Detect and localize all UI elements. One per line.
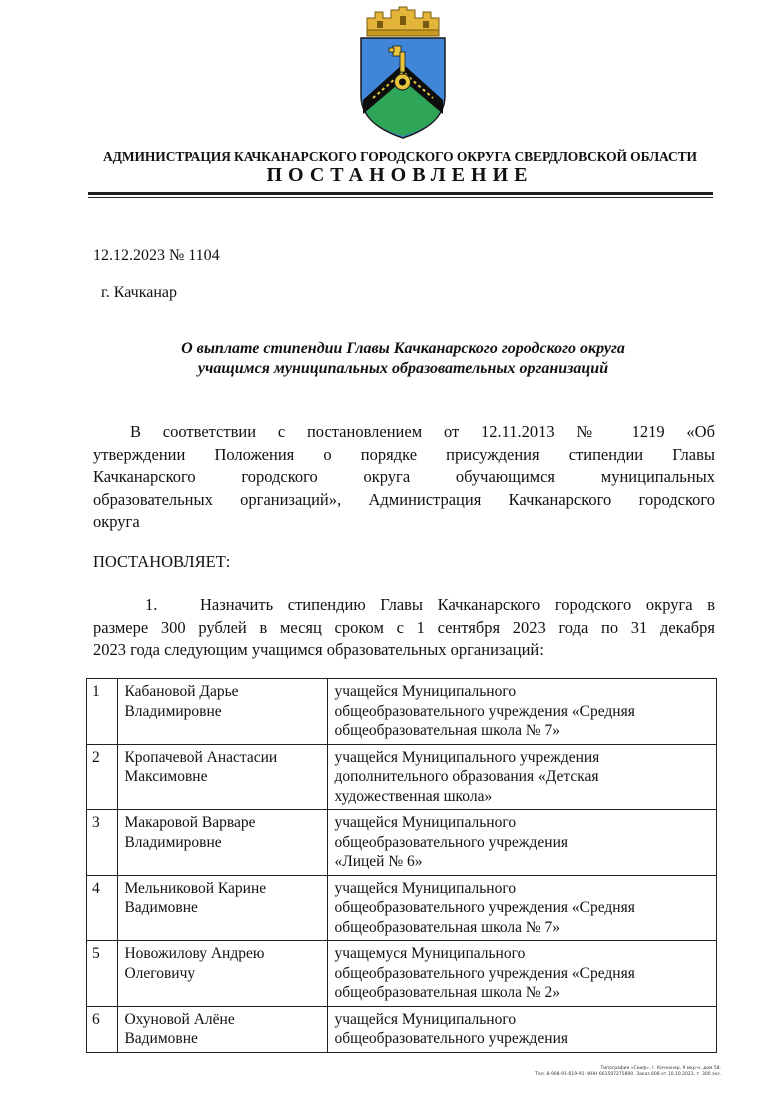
recipient-name <box>118 941 328 1007</box>
preamble-line: округа <box>93 512 140 531</box>
table-row <box>87 679 717 745</box>
org-line: «Лицей № 6» <box>334 853 423 870</box>
table-row <box>87 1006 717 1052</box>
footer-line: Типография «Скиф», г. Качканар, 9 мкр-н, дом 58. <box>600 1066 721 1071</box>
name-line: Владимировне <box>124 702 222 720</box>
clause-line: размере 300 рублей в месяц сроком с 1 сентября 2023 года по 31 декабря <box>93 617 715 637</box>
preamble-line: В соответствии с постановлением от 12.11.2013 № 1219 «Об <box>130 422 715 441</box>
org-line: дополнительного образования «Детская <box>334 768 599 785</box>
preamble-paragraph <box>93 421 715 534</box>
clause-number: 1. <box>145 595 158 614</box>
clause-first-line <box>93 594 715 617</box>
preamble-line: образовательных организаций», Администрация Качканарского городского <box>93 489 715 509</box>
recipient-name <box>118 744 328 810</box>
name-line: Олеговичу <box>124 964 196 982</box>
coat-of-arms-icon <box>355 4 451 140</box>
preamble-line: Качканарского городского округа обучающимся муниципальных <box>93 467 715 486</box>
recipient-organization <box>328 744 717 810</box>
recipient-organization <box>328 941 717 1007</box>
table-row <box>87 941 717 1007</box>
recipient-organization <box>328 1006 717 1052</box>
name-line: Вадимовне <box>124 899 198 916</box>
table-row <box>87 744 717 810</box>
recipient-organization <box>328 875 717 941</box>
org-line: общеобразовательного учреждения <box>334 833 568 851</box>
administration-title: АДМИНИСТРАЦИЯ КАЧКАНАРСКОГО ГОРОДСКОГО ОКРУГА СВЕРДЛОВСКОЙ ОБЛАСТИ <box>103 149 697 164</box>
org-line: общеобразовательного учреждения «Средняя <box>334 702 635 720</box>
org-line: художественная школа» <box>334 787 493 805</box>
row-number: 6 <box>87 1006 118 1052</box>
preamble-line: утверждении Положения о порядке присуждения стипендии Главы <box>93 444 715 464</box>
name-line: Новожилову Андрею <box>124 945 265 962</box>
clause-line: Назначить стипендию Главы Качканарского городского округа в <box>200 595 715 614</box>
org-line: учащейся Муниципального <box>334 683 517 700</box>
recipient-name <box>118 875 328 941</box>
name-line: Вадимовне <box>124 1030 198 1047</box>
document-subject <box>93 339 713 379</box>
table-row <box>87 810 717 876</box>
org-line: учащейся Муниципального учреждения <box>334 748 600 766</box>
recipient-organization <box>328 810 717 876</box>
name-line: Мельниковой Карине <box>124 879 267 897</box>
org-line: учащемуся Муниципального <box>334 945 526 962</box>
subject-line: учащимся муниципальных образовательных организаций <box>197 360 609 377</box>
subject-line: О выплате стипендии Главы Качканарского городского округа <box>181 340 625 357</box>
recipients-table <box>86 678 717 1053</box>
recipient-organization <box>328 679 717 745</box>
printing-house-note <box>501 1066 721 1078</box>
table-row <box>87 875 717 941</box>
name-line: Владимировне <box>124 833 222 851</box>
name-line: Кабановой Дарье <box>124 683 239 700</box>
org-line: учащейся Муниципального <box>334 879 517 897</box>
org-line: общеобразовательного учреждения «Средняя <box>334 964 635 982</box>
footer-line: Тел. 8-908-91-619-91. ИНН 661507275890. Заказ 608 от 10.10.2023. т. 300 экз. <box>535 1072 721 1077</box>
resolves-heading: ПОСТАНОВЛЯЕТ: <box>93 552 231 571</box>
row-number: 4 <box>87 875 118 941</box>
org-line: общеобразовательного учреждения <box>334 1030 568 1047</box>
header-divider-thick <box>88 192 713 195</box>
name-line: Максимовне <box>124 768 208 785</box>
org-line: общеобразовательная школа № 7» <box>334 722 561 739</box>
recipient-name <box>118 810 328 876</box>
row-number: 5 <box>87 941 118 1007</box>
name-line: Макаровой Варваре <box>124 814 256 831</box>
clause-line: 2023 года следующим учащимся образовательных организаций: <box>93 640 544 659</box>
row-number: 2 <box>87 744 118 810</box>
row-number: 1 <box>87 679 118 745</box>
recipient-name <box>118 1006 328 1052</box>
name-line: Кропачевой Анастасии <box>124 748 278 766</box>
name-line: Охуновой Алёне <box>124 1010 235 1028</box>
header-divider-thin <box>88 197 713 198</box>
document-date-number: 12.12.2023 № 1104 <box>93 247 220 264</box>
document-place: г. Качканар <box>101 284 178 301</box>
org-line: учащейся Муниципального <box>334 1010 517 1028</box>
org-line: общеобразовательная школа № 7» <box>334 918 561 936</box>
recipient-name <box>118 679 328 745</box>
clause-1 <box>93 594 715 662</box>
document-type-heading: ПОСТАНОВЛЕНИЕ <box>266 164 534 186</box>
org-line: учащейся Муниципального <box>334 814 517 831</box>
row-number: 3 <box>87 810 118 876</box>
org-line: общеобразовательная школа № 2» <box>334 984 561 1001</box>
org-line: общеобразовательного учреждения «Средняя <box>334 899 635 916</box>
